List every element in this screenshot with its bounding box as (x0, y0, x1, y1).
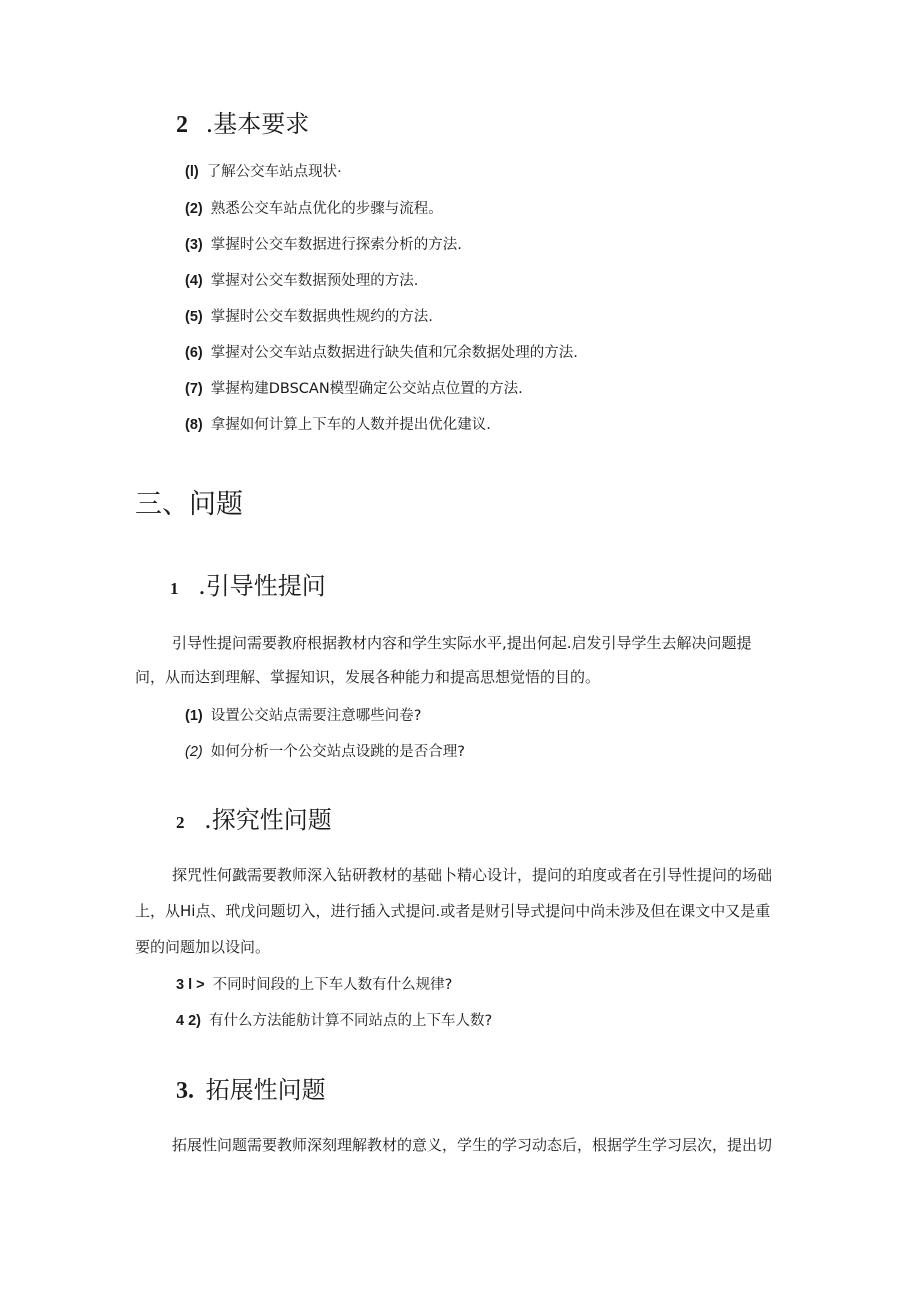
list-item (185, 160, 342, 181)
heading-number: 2 (176, 112, 188, 138)
list-item (185, 377, 523, 398)
item-text: 如何分析一个公交站点设跳的是否合理? (210, 744, 465, 760)
item-text: 设置公交站点需要注意哪些问卷? (210, 708, 422, 724)
paragraph-line: 问，从而达到理解、掌握知识，发展各种能力和提高思想觉悟的目的。 (135, 668, 601, 686)
item-text: 掌握对公交车数据预处理的方法. (210, 273, 419, 289)
paragraph-line: 引导性提问需要教府根据教材内容和学生实际水平,提出何起.启发引导学生去解决问题提 (172, 634, 752, 652)
item-text: 拿握如何计算上下车的人数并提出优化建议. (210, 417, 491, 433)
list-item (185, 704, 421, 725)
item-number: (7) (185, 381, 203, 397)
item-number: (2) (185, 201, 203, 217)
item-text: 掌握对公交车站点数据进行缺失值和冗余数据处理的方法. (210, 345, 578, 361)
item-number: 3 l > (176, 977, 205, 993)
item-number: (2) (185, 744, 203, 760)
item-text: 掌握时公交车数据典性规约的方法. (210, 309, 433, 325)
section-heading-basic-requirements (176, 104, 309, 139)
item-number: 4 2) (176, 1013, 201, 1029)
list-item (176, 973, 452, 994)
list-item (185, 305, 433, 326)
list-item (176, 1009, 492, 1030)
paragraph-line: 上，从Hi点、玳戊问题切入，进行插入式提问.或者是财引导式提问中尚未涉及但在课文中又是重 (135, 902, 771, 920)
item-number: (4) (185, 273, 203, 289)
item-text: 有什么方法能舫计算不同站点的上下车人数? (209, 1013, 493, 1029)
subsection-heading-guiding-questions (170, 566, 326, 601)
paragraph-line: 拓展性问题需要教师深刻理解教材的意义，学生的学习动态后，根据学生学习层次，提出切 (172, 1136, 773, 1154)
list-item (185, 413, 491, 434)
item-number: (5) (185, 309, 203, 325)
subsection-heading-extension-questions (176, 1070, 326, 1105)
list-item (185, 269, 418, 290)
heading-number: 3. (176, 1078, 194, 1104)
heading-text: .探究性问题 (204, 806, 332, 834)
item-number: (3) (185, 237, 203, 253)
list-item (185, 233, 462, 254)
item-text: 掌握构建DBSCAN模型确定公交站点位置的方法. (210, 381, 523, 397)
heading-text: .引导性提问 (198, 572, 326, 600)
item-number: (8) (185, 417, 203, 433)
section-title-questions: 三、问题 (135, 489, 243, 520)
list-item (185, 740, 465, 761)
item-text: 掌握时公交车数据进行探索分析的方法. (210, 237, 462, 253)
heading-text: 拓展性问题 (205, 1076, 326, 1104)
subsection-heading-exploratory-questions (176, 800, 332, 835)
list-item (185, 197, 443, 218)
heading-number: 2 (176, 813, 185, 832)
item-number: (1) (185, 708, 203, 724)
item-number: (l) (185, 164, 199, 180)
item-text: 了解公交车站点现状· (206, 164, 342, 180)
item-text: 熟悉公交车站点优化的步骤与流程。 (210, 201, 443, 217)
item-number: (6) (185, 345, 203, 361)
heading-text: .基本要求 (205, 110, 310, 138)
heading-number: 1 (170, 579, 179, 598)
list-item (185, 341, 578, 362)
paragraph-line: 要的问题加以设问。 (135, 938, 271, 956)
paragraph-line: 探咒性何戤需要教师深入钻研教材的基础卜精心设计，提问的珀度或者在引导性提问的场础 (172, 866, 773, 884)
item-text: 不同时间段的上下车人数有什么规律? (212, 977, 453, 993)
